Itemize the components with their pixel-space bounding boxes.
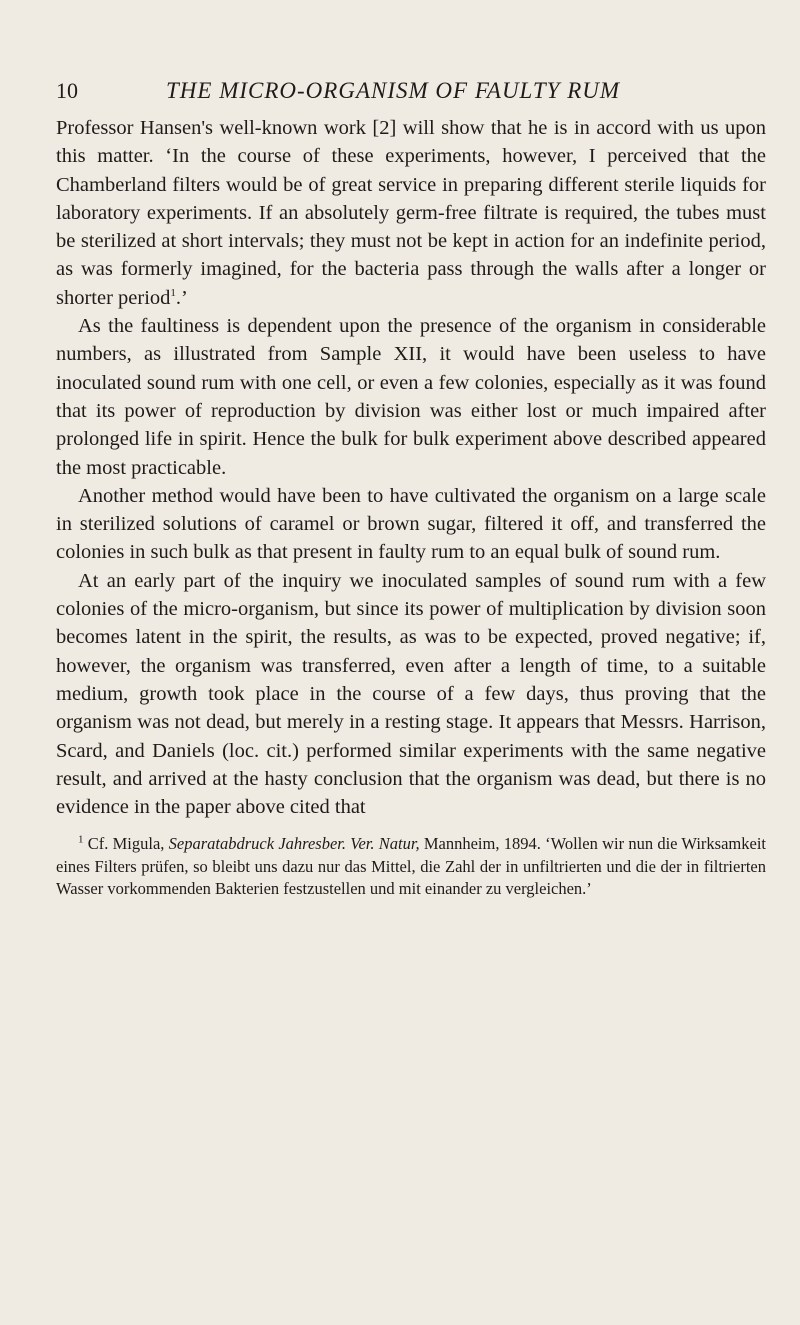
running-title: THE MICRO-ORGANISM OF FAULTY RUM bbox=[166, 78, 621, 103]
footnote-citation: Separatabdruck Jahresber. Ver. Natur, bbox=[168, 834, 420, 854]
footnote bbox=[56, 833, 766, 901]
footnote-reference: 1 bbox=[170, 286, 176, 299]
footnote-prefix: Cf. Migula, bbox=[87, 834, 165, 854]
paragraph: As the faultiness is dependent upon the presence of the organism in considerable numbers, as illustrated from Sample XII, it would have been useless to have inoculated sound rum with one cell, or even a few colonies, especially as it was found that its power of reproduction by division was either lost or much impaired after prolonged life in spirit. Hence the bulk for bulk experiment above described appeared the most practicable. bbox=[56, 315, 766, 479]
page-number: 10 bbox=[56, 78, 78, 103]
paragraph-text: Professor Hansen's well-known work [2] will show that he is in accord with us upon this matter. ‘In the course of these experiments, however, I perceived that the Chamberland filters would be of great service in preparing different sterile liquids for laboratory experiments. If an absolutely germ-free filtrate is required, the tubes must be sterilized at short intervals; they must not be kept in action for an indefinite period, as was formerly imagined, for the bacteria pass through the walls after a longer or shorter period bbox=[56, 117, 766, 309]
body-text bbox=[56, 114, 766, 821]
paragraph: Another method would have been to have cultivated the organism on a large scale in sterilized solutions of caramel or brown sugar, filtered it off, and transferred the colonies in such bulk as that present in faulty rum to an equal bulk of sound rum. bbox=[56, 484, 766, 564]
paragraph bbox=[56, 114, 766, 312]
book-page bbox=[56, 78, 766, 901]
page-header bbox=[56, 78, 766, 112]
footnote-text: Mannheim, 1894. ‘Wollen wir nun die Wirksamkeit eines Filters prüfen, so bleibt uns dazu nur das Mittel, die Zahl der in unfiltrierten und die der in filtrierten Wasser vorkommenden Bakterien festzustellen und mit einander zu vergleichen.’ bbox=[56, 834, 766, 899]
quote-close: .’ bbox=[175, 286, 188, 309]
paragraph: At an early part of the inquiry we inoculated samples of sound rum with a few colonies of the micro-organism, but since its power of multiplication by division soon becomes latent in the spirit, the results, as was to be expected, proved negative; if, however, the organism was transferred, even after a length of time, to a suitable medium, growth took place in the course of a few days, thus proving that the organism was not dead, but merely in a resting stage. It appears that Messrs. Harrison, Scard, and Daniels (loc. cit.) performed similar experiments with the same negative result, and arrived at the hasty conclusion that the organism was dead, but there is no evidence in the paper above cited that bbox=[56, 569, 766, 819]
footnote-marker: 1 bbox=[78, 833, 84, 846]
